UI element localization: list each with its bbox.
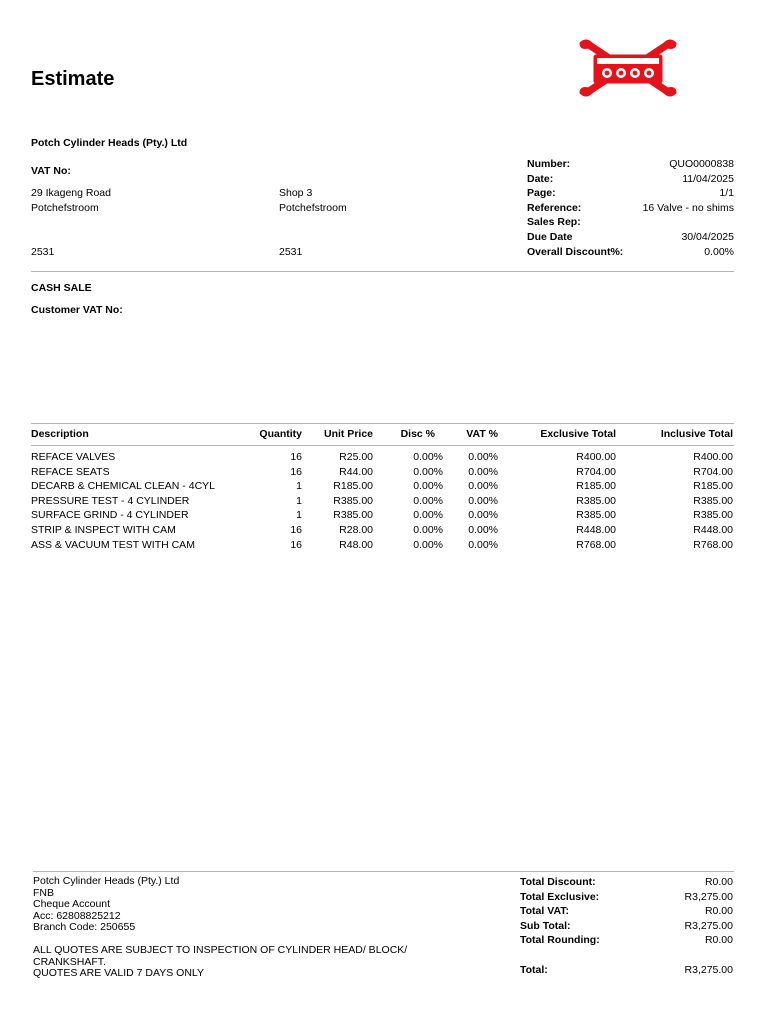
col-header-inclusive: Inclusive Total <box>660 428 733 440</box>
cell-unit-price: R385.00 <box>333 509 373 522</box>
cell-disc: 0.00% <box>413 451 443 463</box>
col-header-quantity: Quantity <box>259 428 302 440</box>
divider <box>31 271 734 272</box>
meta-label: Due Date <box>527 230 573 243</box>
total-label: Total Exclusive: <box>520 890 600 903</box>
total-value: R0.00 <box>704 905 733 918</box>
total-value: R0.00 <box>704 934 733 947</box>
total-value: R0.00 <box>704 876 733 888</box>
document-title: Estimate <box>31 68 115 90</box>
cell-inclusive: R385.00 <box>693 494 733 507</box>
company-vat-label: VAT No: <box>31 165 71 177</box>
cell-vat: 0.00% <box>468 465 498 478</box>
meta-value: 0.00% <box>704 245 734 258</box>
cell-vat: 0.00% <box>468 509 498 522</box>
col-header-disc: Disc % <box>400 428 435 440</box>
meta-value: 11/04/2025 <box>682 172 734 185</box>
cell-exclusive: R768.00 <box>576 538 616 551</box>
col-header-exclusive: Exclusive Total <box>540 428 616 440</box>
col-header-unit-price: Unit Price <box>323 428 373 440</box>
total-row <box>520 875 733 890</box>
total-row <box>520 890 733 905</box>
cell-unit-price: R185.00 <box>333 480 373 493</box>
cell-description: STRIP & INSPECT WITH CAM <box>31 524 176 536</box>
cell-vat: 0.00% <box>468 451 498 463</box>
customer-vat-label: Customer VAT No: <box>31 304 123 316</box>
cell-inclusive: R704.00 <box>693 465 733 478</box>
address-line: Shop 3 <box>279 187 313 199</box>
meta-label: Page: <box>527 187 556 200</box>
address-line: 2531 <box>279 246 303 258</box>
bank-line: Acc: 62808825212 <box>33 909 121 922</box>
cell-vat: 0.00% <box>468 480 498 493</box>
cell-quantity: 16 <box>290 451 302 463</box>
cell-exclusive: R704.00 <box>576 465 616 478</box>
grand-total-value: R3,275.00 <box>684 964 733 976</box>
total-row <box>520 904 733 919</box>
cell-quantity: 16 <box>290 465 302 478</box>
total-label: Total Rounding: <box>520 934 600 947</box>
total-row <box>520 919 733 934</box>
total-row <box>520 963 733 978</box>
total-label: Total VAT: <box>520 905 569 918</box>
meta-label: Date: <box>527 172 554 185</box>
table-row <box>31 524 734 539</box>
note-line: QUOTES ARE VALID 7 DAYS ONLY <box>33 967 204 980</box>
totals-summary <box>520 875 733 948</box>
company-name: Potch Cylinder Heads (Pty.) Ltd <box>31 137 188 149</box>
table-row <box>31 509 734 524</box>
cell-exclusive: R448.00 <box>576 524 616 536</box>
cell-unit-price: R385.00 <box>333 494 373 507</box>
cell-quantity: 16 <box>290 524 302 536</box>
cell-disc: 0.00% <box>413 494 443 507</box>
meta-value: 1/1 <box>719 187 734 200</box>
cell-quantity: 16 <box>290 538 302 551</box>
bank-line: FNB <box>33 886 54 899</box>
meta-label: Reference: <box>527 201 582 214</box>
meta-row <box>527 230 734 245</box>
total-row <box>520 933 733 948</box>
meta-row <box>527 245 734 260</box>
divider <box>31 445 734 446</box>
cell-inclusive: R768.00 <box>693 538 733 551</box>
meta-row <box>527 215 734 230</box>
cell-exclusive: R385.00 <box>576 494 616 507</box>
cell-inclusive: R448.00 <box>693 524 733 536</box>
cell-description: PRESSURE TEST - 4 CYLINDER <box>31 494 190 507</box>
meta-row <box>527 172 734 187</box>
meta-value: QUO0000838 <box>669 158 734 170</box>
divider <box>31 423 734 424</box>
cell-exclusive: R185.00 <box>576 480 616 493</box>
meta-label: Overall Discount%: <box>527 245 624 258</box>
meta-row <box>527 157 734 172</box>
table-row <box>31 451 734 466</box>
meta-value: 16 Valve - no shims <box>642 201 734 214</box>
address-line: Potchefstroom <box>279 202 347 214</box>
cell-disc: 0.00% <box>413 509 443 522</box>
cell-vat: 0.00% <box>468 538 498 551</box>
cell-inclusive: R385.00 <box>693 509 733 522</box>
meta-label: Sales Rep: <box>527 216 581 229</box>
bank-line: Potch Cylinder Heads (Pty.) Ltd <box>33 875 180 887</box>
table-row <box>31 495 734 510</box>
cell-quantity: 1 <box>296 509 302 522</box>
total-label: Sub Total: <box>520 919 571 932</box>
cell-unit-price: R44.00 <box>339 465 373 478</box>
cell-inclusive: R185.00 <box>693 480 733 493</box>
cell-description: REFACE SEATS <box>31 465 110 478</box>
meta-row <box>527 186 734 201</box>
table-row <box>31 539 734 554</box>
company-logo <box>576 37 680 99</box>
meta-value: 30/04/2025 <box>681 230 734 243</box>
cell-description: REFACE VALVES <box>31 451 116 463</box>
cell-vat: 0.00% <box>468 524 498 536</box>
cell-disc: 0.00% <box>413 538 443 551</box>
total-value: R3,275.00 <box>684 890 733 903</box>
total-label: Total Discount: <box>520 876 596 888</box>
col-header-vat: VAT % <box>466 428 498 440</box>
cell-description: SURFACE GRIND - 4 CYLINDER <box>31 509 189 522</box>
cell-exclusive: R400.00 <box>576 451 616 463</box>
total-value: R3,275.00 <box>684 919 733 932</box>
cell-disc: 0.00% <box>413 480 443 493</box>
address-line: 2531 <box>31 246 55 258</box>
table-row <box>31 480 734 495</box>
cell-quantity: 1 <box>296 480 302 493</box>
address-line: 29 Ikageng Road <box>31 187 111 199</box>
cell-description: ASS & VACUUM TEST WITH CAM <box>31 538 195 551</box>
cell-disc: 0.00% <box>413 524 443 536</box>
divider <box>33 871 734 872</box>
grand-total-label: Total: <box>520 964 548 976</box>
cell-description: DECARB & CHEMICAL CLEAN - 4CYL <box>31 480 215 493</box>
bank-line: Branch Code: 250655 <box>33 921 136 934</box>
quote-notes <box>33 945 407 980</box>
meta-row <box>527 201 734 216</box>
cell-unit-price: R25.00 <box>339 451 373 463</box>
grand-total <box>520 963 733 978</box>
cell-exclusive: R385.00 <box>576 509 616 522</box>
bank-line: Cheque Account <box>33 898 111 911</box>
cell-inclusive: R400.00 <box>693 451 733 463</box>
cell-unit-price: R48.00 <box>339 538 373 551</box>
cell-unit-price: R28.00 <box>339 524 373 536</box>
bank-details <box>33 876 179 934</box>
meta-label: Number: <box>527 158 571 170</box>
cell-quantity: 1 <box>296 494 302 507</box>
address-line: Potchefstroom <box>31 202 99 214</box>
col-header-description: Description <box>31 428 89 440</box>
note-line: CRANKSHAFT. <box>33 955 106 968</box>
cell-vat: 0.00% <box>468 494 498 507</box>
document-meta <box>527 157 734 259</box>
cell-disc: 0.00% <box>413 465 443 478</box>
note-line: ALL QUOTES ARE SUBJECT TO INSPECTION OF CYLINDER HEAD/ BLOCK/ <box>33 944 408 956</box>
table-row <box>31 466 734 481</box>
customer-name: CASH SALE <box>31 282 92 294</box>
